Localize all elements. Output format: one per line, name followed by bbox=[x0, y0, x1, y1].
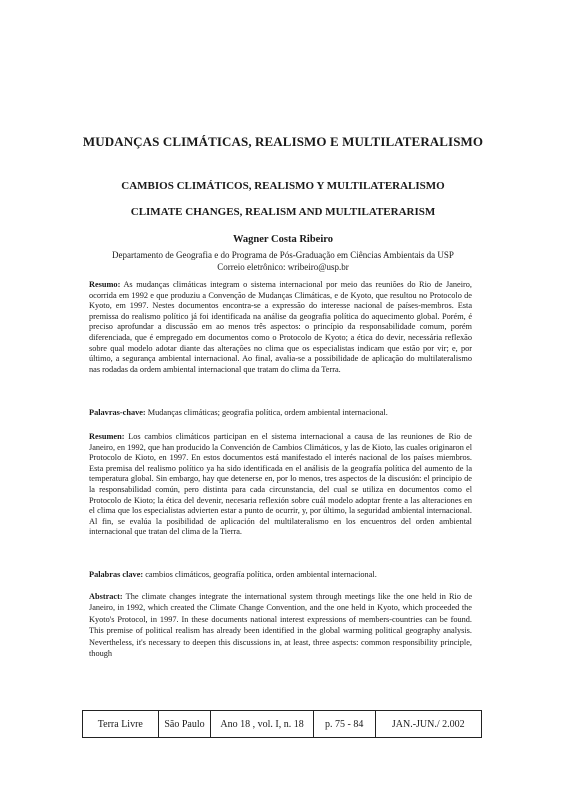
author-name: Wagner Costa Ribeiro bbox=[233, 234, 333, 245]
footer-date: JAN.-JUN./ 2.002 bbox=[391, 718, 465, 730]
footer-volume: Ano 18 , vol. I, n. 18 bbox=[211, 711, 313, 737]
keywords-portuguese bbox=[89, 408, 472, 419]
footer-pages: p. 75 - 84 bbox=[314, 711, 376, 737]
abstract-english bbox=[89, 591, 472, 659]
title-portuguese: MUDANÇAS CLIMÁTICAS, REALISMO E MULTILATERALISMO bbox=[82, 134, 484, 149]
abstract-portuguese bbox=[89, 280, 472, 375]
title-english: CLIMATE CHANGES, REALISM AND MULTILATERARISM bbox=[130, 206, 436, 218]
abstract-pt-text: As mudanças climáticas integram o sistema internacional por meio das reuniões do Rio de Janeiro, ocorrida em 1992 e que produziu a Convenção de Mudanças Climáticas, e de Kyoto, que resultou no Protocolo de Kyoto, em 1997. Nestes documentos encontra-se a expressão do interesse nacional de países-membros. Esta premissa do realismo político já foi identificada na análise da geografia política do aquecimento global. Porém, é preciso aprofundar a discussão em ao menos três aspectos: o princípio da responsabilidade comum, porém diferenciada, que é empregado em documentos como o Protocolo de Kyoto; a ética do devir, necessária reflexão sobre qual modelo adotar diante das alterações no clima que os especialistas indicam que estão por vir; e, por último, a segurança ambiental internacional. Ao final, avalia-se a possibilidade de aplicação do multilateralismo nas rodadas da ordem ambiental internacional que tratam do clima da Terra. bbox=[89, 280, 472, 374]
citation-footer bbox=[82, 710, 482, 738]
keywords-pt-label: Palavras-chave: bbox=[89, 408, 146, 417]
footer-city: São Paulo bbox=[159, 711, 212, 737]
title-spanish: CAMBIOS CLIMÁTICOS, REALISMO Y MULTILATERALISMO bbox=[121, 180, 445, 192]
abstract-es-text: Los cambios climáticos participan en el sistema internacional a causa de las reuniones de Rio de Janeiro, en 1992, que han producido la Convención de Cambios Climáticos, y las de Kioto, las cuales originaron el Protocolo de Kioto, en 1997. En estos documentos está manifestado el interés nacional de los países miembros. Esta premisa del realismo político ya ha sido identificada en el análisis de la geografía política del aumento de la temperatura global. Sin embargo, hay que detenerse en, por lo menos, tres aspectos de la discusión: el principio de la responsabilidad común, pero distinta para cada circunstancia, del cual se utiliza en documentos como el Protocolo de Kioto; la ética del devenir, necesaria reflexión sobre cuál modelo adoptar frente a las alteraciones en el clima que los especialistas advierten estar a punto de ocurrir, y, por último, la seguridad ambiental internacional. Al fin, se evalúa la posibilidad de aplicación del multilateralismo en los encuentros del orden ambiental internacional que tratan del clima de la Tierra. bbox=[89, 432, 472, 537]
keywords-es-label: Palabras clave: bbox=[89, 570, 144, 579]
abstract-es-label: Resumen: bbox=[89, 432, 125, 441]
abstract-spanish bbox=[89, 432, 472, 538]
affiliation-text: Departamento de Geografia e do Programa de Pós-Graduação em Ciências Ambientais da USP bbox=[112, 250, 454, 260]
abstract-en-text: The climate changes integrate the international system through meetings like the one held in Rio de Janeiro, in 1992, which created the Climate Change Convention, and the one held in Kyoto, which proceeded the Kyoto's Protocol, in 1997. In these documents national interest expressions of members-countries can be found. This premise of political realism has already been identified in the global warming political geography analysis. Nevertheless, it's necessary to deepen this discussions in, at least, three aspects: common responsibility principle, though bbox=[89, 592, 472, 659]
author-email: Correio eletrônico: wribeiro@usp.br bbox=[217, 262, 349, 272]
keywords-spanish bbox=[89, 570, 472, 581]
footer-journal: Terra Livre bbox=[83, 711, 159, 737]
author-affiliation bbox=[40, 249, 526, 273]
keywords-pt-text: Mudanças climáticas; geografia política, ordem ambiental internacional. bbox=[145, 408, 388, 417]
abstract-pt-label: Resumo: bbox=[89, 280, 121, 289]
keywords-es-text: cambios climáticos, geografía política, orden ambiental internacional. bbox=[143, 570, 377, 579]
abstract-en-label: Abstract: bbox=[89, 592, 123, 601]
